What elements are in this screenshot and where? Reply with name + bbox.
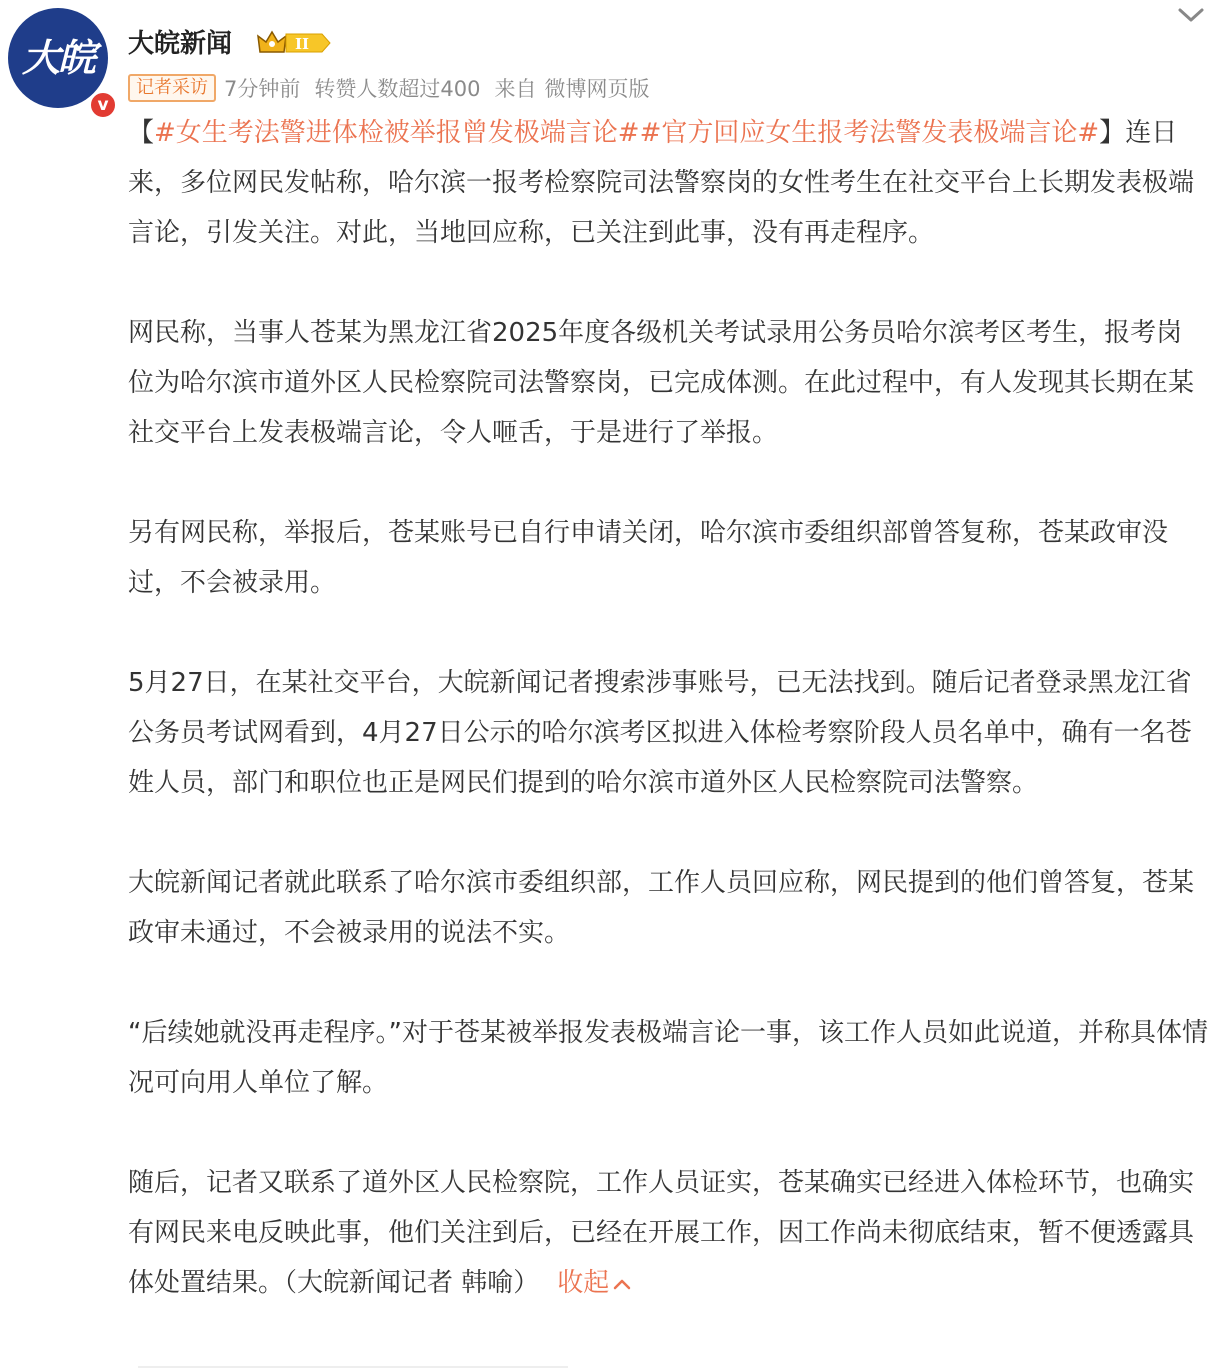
collapse-button[interactable] <box>557 1268 631 1298</box>
source-tag[interactable]: 记者采访 <box>128 74 216 102</box>
paragraph-text: 随后，记者又联系了道外区人民检察院，工作人员证实，苍某确实已经进入体检环节，也确实有网民来电反映此事，他们关注到后，已经在开展工作，因工作尚未彻底结束，暂不便透露具体处置结果。（大皖新闻记者 韩喻） <box>128 1168 1195 1298</box>
via-label: 来自 <box>494 77 537 101</box>
divider <box>138 1366 568 1368</box>
verified-badge: v <box>88 90 118 120</box>
crown-level-icon[interactable] <box>256 28 336 58</box>
avatar[interactable] <box>8 8 109 115</box>
paragraph-6: “后续她就没再走程序。”对于苍某被举报发表极端言论一事，该工作人员如此说道，并称具体情况可向用人单位了解。 <box>128 1018 1208 1098</box>
chevron-up-icon <box>613 1278 631 1290</box>
paragraph-1 <box>128 108 1208 258</box>
post-content <box>128 108 1208 1308</box>
avatar-logo-text: 大皖 <box>21 35 94 80</box>
via-client[interactable]: 微博网页版 <box>544 77 650 101</box>
chevron-down-icon[interactable] <box>1176 4 1206 26</box>
author-name[interactable]: 大皖新闻 <box>128 29 233 59</box>
hashtag-link[interactable]: #女生考法警进体检被举报曾发极端言论# <box>154 118 640 148</box>
paragraph-7 <box>128 1158 1208 1308</box>
bracket-open: 【 <box>128 118 155 148</box>
paragraph-text: 连日来，多位网民发帖称，哈尔滨一报考检察院司法警察岗的女性考生在社交平台上长期发表极端言论，引发关注。对此，当地回应称，已关注到此事，没有再走程序。 <box>128 118 1195 248</box>
paragraph-3: 另有网民称，举报后，苍某账号已自行申请关闭，哈尔滨市委组织部曾答复称，苍某政审没过，不会被录用。 <box>128 518 1169 598</box>
collapse-label: 收起 <box>557 1268 610 1298</box>
level-text: II <box>294 35 310 53</box>
paragraph-4: 5月27日，在某社交平台，大皖新闻记者搜索涉事账号，已无法找到。随后记者登录黑龙江省公务员考试网看到，4月27日公示的哈尔滨考区拟进入体检考察阶段人员名单中，确有一名苍姓人员，部门和职位也正是网民们提到的哈尔滨市道外区人民检察院司法警察。 <box>128 668 1192 798</box>
post-time[interactable]: 7分钟前 <box>224 77 301 101</box>
post-meta <box>128 74 649 102</box>
hashtag-link[interactable]: #官方回应女生报考法警发表极端言论# <box>639 118 1100 148</box>
paragraph-5: 大皖新闻记者就此联系了哈尔滨市委组织部，工作人员回应称，网民提到的他们曾答复，苍某政审未通过，不会被录用的说法不实。 <box>128 868 1195 948</box>
bracket-close: 】 <box>1099 118 1126 148</box>
paragraph-2: 网民称，当事人苍某为黑龙江省2025年度各级机关考试录用公务员哈尔滨考区考生，报考岗位为哈尔滨市道外区人民检察院司法警察岗，已完成体测。在此过程中，有人发现其长期在某社交平台上发表极端言论，令人咂舌，于是进行了举报。 <box>128 318 1195 448</box>
repost-info: 转赞人数超过400 <box>314 77 481 101</box>
